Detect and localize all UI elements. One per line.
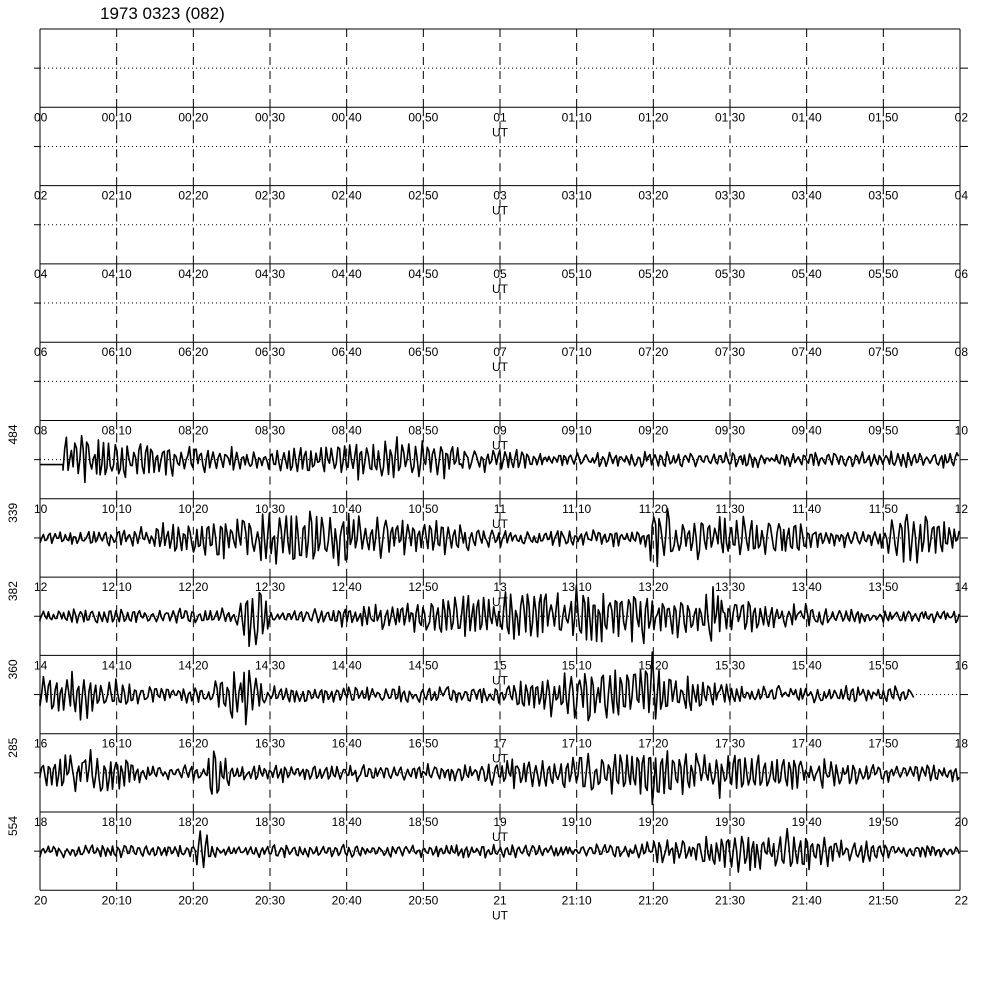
tick-label: 05:20 [638,266,669,281]
tick-label: 12:10 [101,580,132,595]
tick-label: 21:50 [868,893,899,908]
tick-label: 07:20 [638,345,669,360]
chart-title: 1973 0323 (082) [100,4,225,23]
tick-label: 19:40 [791,815,822,829]
amplitude-label: 360 [6,659,20,680]
tick-label: 11:30 [715,501,745,516]
tick-label: 01:10 [561,110,592,125]
tick-label: 14 [954,580,968,595]
tick-label: 08:50 [408,423,439,438]
tick-label: 05 [493,266,507,281]
tick-label: 03:10 [561,188,592,203]
tick-label: 15 [493,658,507,673]
tick-label: 20 [34,893,48,908]
x-axis-label: UT [492,203,508,218]
tick-label: 02:30 [254,188,286,203]
amplitude-label: 339 [6,502,20,523]
x-axis-label: UT [492,830,508,844]
tick-label: 11:10 [562,501,592,516]
tick-label: 02 [34,188,48,203]
tick-label: 14:50 [408,658,439,673]
x-axis-label: UT [492,516,508,531]
tick-label: 19:10 [561,815,592,829]
tick-label: 10:30 [254,501,286,516]
tick-label: 21:30 [714,893,746,908]
tick-label: 08 [34,423,48,438]
tick-label: 07 [493,345,507,360]
tick-label: 05:50 [868,266,899,281]
tick-label: 02:50 [408,188,439,203]
tick-label: 11:50 [868,501,898,516]
tick-label: 06:40 [331,345,362,360]
tick-label: 00:30 [254,110,286,125]
amplitude-label: 382 [6,581,20,602]
tick-label: 21:40 [791,893,822,908]
tick-label: 05:10 [561,266,592,281]
tick-label: 17:20 [638,736,669,751]
tick-label: 07:50 [868,345,899,360]
tick-label: 03:20 [638,188,669,203]
tick-label: 03:50 [868,188,899,203]
tick-label: 02:10 [101,188,132,203]
tick-label: 21:20 [638,893,669,908]
tick-label: 18:40 [331,815,362,829]
tick-label: 00:40 [331,110,362,125]
tick-label: 04 [954,188,968,203]
tick-label: 01:40 [791,110,822,125]
tick-label: 16:30 [254,736,286,751]
x-axis-label: UT [492,438,508,453]
tick-label: 12:30 [254,580,286,595]
tick-label: 13:20 [638,580,669,595]
tick-label: 20:40 [331,893,362,908]
tick-label: 03:30 [714,188,746,203]
x-axis-label: UT [492,360,508,375]
tick-label: 11:40 [792,501,822,516]
tick-label: 00 [34,110,48,125]
tick-label: 00:50 [408,110,439,125]
tick-label: 01:30 [714,110,746,125]
tick-label: 15:30 [714,658,746,673]
tick-label: 06:20 [178,345,209,360]
tick-label: 08:30 [254,423,286,438]
tick-label: 08:10 [101,423,132,438]
tick-label: 10:40 [331,501,362,516]
tick-label: 08:20 [178,423,209,438]
tick-label: 18 [954,736,968,751]
tick-label: 10 [34,501,48,516]
tick-label: 17:10 [561,736,592,751]
tick-label: 15:40 [791,658,822,673]
tick-label: 17 [493,736,507,751]
tick-label: 16 [954,658,968,673]
tick-label: 15:20 [638,658,669,673]
tick-label: 05:40 [791,266,822,281]
tick-label: 02 [954,110,968,125]
tick-label: 22 [954,893,968,908]
tick-label: 14:10 [101,658,132,673]
tick-label: 18:50 [408,815,439,829]
tick-label: 10:20 [178,501,209,516]
tick-label: 03:40 [791,188,822,203]
tick-label: 16:20 [178,736,209,751]
tick-label: 21:10 [561,893,592,908]
amplitude-label: 554 [6,816,20,837]
tick-label: 10:50 [408,501,439,516]
tick-label: 13:40 [791,580,822,595]
tick-label: 04:10 [101,266,132,281]
tick-label: 17:40 [791,736,822,751]
tick-label: 07:40 [791,345,822,360]
x-axis-label: UT [492,908,508,923]
tick-label: 14:20 [178,658,209,673]
tick-label: 00:20 [178,110,209,125]
tick-label: 00:10 [101,110,132,125]
tick-label: 05:30 [714,266,746,281]
tick-label: 03 [493,188,507,203]
amplitude-label: 285 [6,737,20,758]
tick-label: 16 [34,736,48,751]
tick-label: 19 [493,815,507,829]
tick-label: 02:40 [331,188,362,203]
tick-label: 06:30 [254,345,286,360]
tick-label: 01:20 [638,110,669,125]
tick-label: 19:20 [638,815,669,829]
tick-label: 07:30 [714,345,746,360]
x-axis-label: UT [492,281,508,296]
tick-label: 18:20 [178,815,209,829]
tick-label: 09:30 [714,423,746,438]
tick-label: 18 [34,815,48,829]
tick-label: 06 [954,266,968,281]
tick-label: 12:50 [408,580,439,595]
tick-label: 19:50 [868,815,899,829]
tick-label: 04:30 [254,266,286,281]
x-axis-label: UT [492,125,508,140]
tick-label: 20:30 [254,893,286,908]
tick-label: 20:10 [101,893,132,908]
tick-label: 11 [493,501,507,516]
x-axis-label: UT [492,595,508,610]
x-axis-label: UT [492,673,508,688]
tick-label: 10:10 [101,501,132,516]
x-axis-label: UT [492,751,508,766]
tick-label: 09:20 [638,423,669,438]
tick-label: 12 [954,501,968,516]
tick-label: 20 [954,815,968,829]
tick-label: 09:50 [868,423,899,438]
tick-label: 14 [34,658,48,673]
tick-label: 17:50 [868,736,899,751]
tick-label: 21 [493,893,507,908]
tick-label: 13:30 [714,580,746,595]
tick-label: 17:30 [714,736,746,751]
tick-label: 12:20 [178,580,209,595]
tick-label: 10 [954,423,968,438]
tick-label: 11:20 [638,501,668,516]
tick-label: 09 [493,423,507,438]
tick-label: 15:50 [868,658,899,673]
tick-label: 13:50 [868,580,899,595]
tick-label: 16:10 [101,736,132,751]
seismogram-trace [40,652,914,725]
tick-label: 13:10 [561,580,592,595]
tick-label: 07:10 [561,345,592,360]
tick-label: 06:50 [408,345,439,360]
tick-label: 04 [34,266,48,281]
tick-label: 04:40 [331,266,362,281]
tick-label: 18:30 [254,815,286,829]
tick-label: 06:10 [101,345,132,360]
tick-label: 18:10 [101,815,132,829]
tick-label: 14:30 [254,658,286,673]
tick-label: 04:20 [178,266,209,281]
tick-label: 01:50 [868,110,899,125]
tick-label: 15:10 [561,658,592,673]
tick-label: 16:40 [331,736,362,751]
tick-label: 02:20 [178,188,209,203]
tick-label: 09:10 [561,423,592,438]
tick-label: 12 [34,580,48,595]
tick-label: 20:50 [408,893,439,908]
tick-label: 01 [493,110,507,125]
tick-label: 08:40 [331,423,362,438]
tick-label: 19:30 [714,815,746,829]
tick-label: 13 [493,580,507,595]
amplitude-label: 484 [6,424,20,445]
tick-label: 16:50 [408,736,439,751]
tick-label: 06 [34,345,48,360]
tick-label: 12:40 [331,580,362,595]
tick-label: 14:40 [331,658,362,673]
tick-label: 20:20 [178,893,209,908]
tick-label: 04:50 [408,266,439,281]
tick-label: 08 [954,345,968,360]
tick-label: 09:40 [791,423,822,438]
